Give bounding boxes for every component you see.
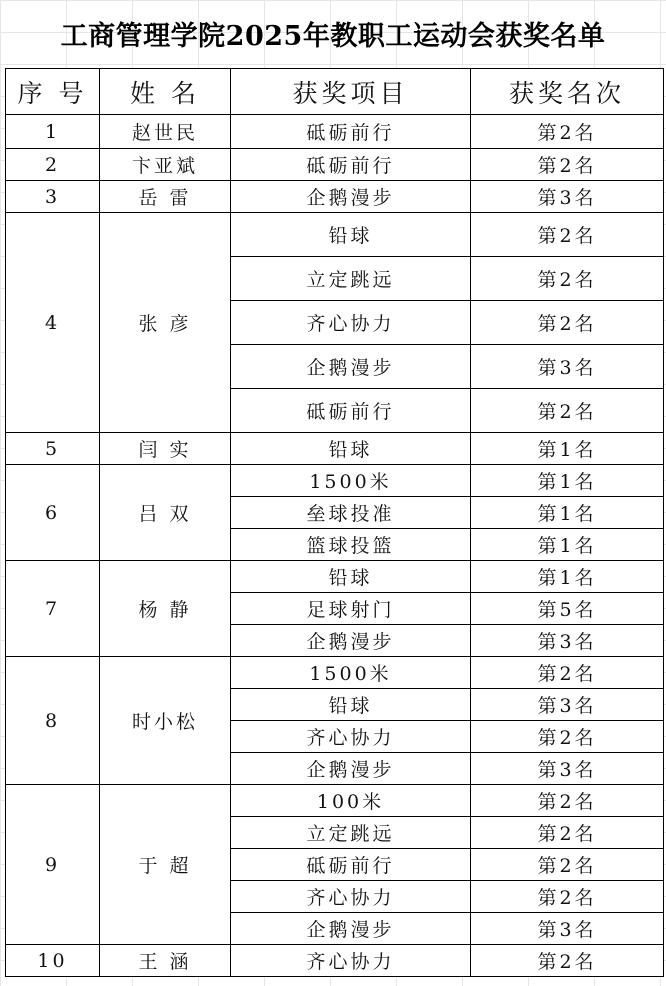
award-rank: 第2名 [471,849,664,881]
table-row [6,149,664,181]
table-row [6,433,664,465]
award-rank: 第5名 [471,593,664,625]
entry-name: 张 彦 [100,213,231,433]
table-row [6,785,664,817]
award-event: 砥砺前行 [231,389,471,433]
award-event: 1500米 [231,657,471,689]
award-rank: 第2名 [471,389,664,433]
entry-number: 9 [6,785,100,945]
award-event: 企鹅漫步 [231,625,471,657]
entry-number: 5 [6,433,100,465]
entry-name: 于 超 [100,785,231,945]
award-rank: 第3名 [471,689,664,721]
award-event: 企鹅漫步 [231,181,471,213]
award-rank: 第3名 [471,181,664,213]
award-rank: 第2名 [471,115,664,149]
award-event: 铅球 [231,213,471,257]
award-event: 100米 [231,785,471,817]
award-rank: 第2名 [471,301,664,345]
entry-name: 王 涵 [100,945,231,977]
award-rank: 第2名 [471,721,664,753]
header-number: 序 号 [6,69,100,115]
award-event: 砥砺前行 [231,849,471,881]
table-row [6,465,664,497]
award-event: 砥砺前行 [231,115,471,149]
entry-number: 7 [6,561,100,657]
award-event: 立定跳远 [231,817,471,849]
table-row [6,657,664,689]
table-row [6,115,664,149]
header-name: 姓 名 [100,69,231,115]
award-rank: 第2名 [471,213,664,257]
award-event: 齐心协力 [231,721,471,753]
entry-name: 吕 双 [100,465,231,561]
award-event: 齐心协力 [231,945,471,977]
award-event: 企鹅漫步 [231,753,471,785]
award-event: 齐心协力 [231,301,471,345]
table-row [6,181,664,213]
entry-name: 杨 静 [100,561,231,657]
award-event: 足球射门 [231,593,471,625]
award-rank: 第2名 [471,257,664,301]
award-event: 篮球投篮 [231,529,471,561]
award-rank: 第3名 [471,913,664,945]
header-event: 获奖项目 [231,69,471,115]
award-event: 企鹅漫步 [231,913,471,945]
award-event: 铅球 [231,561,471,593]
entry-number: 4 [6,213,100,433]
entry-number: 1 [6,115,100,149]
award-rank: 第2名 [471,881,664,913]
header-rank: 获奖名次 [471,69,664,115]
entry-name: 闫 实 [100,433,231,465]
award-event: 立定跳远 [231,257,471,301]
award-event: 企鹅漫步 [231,345,471,389]
award-event: 齐心协力 [231,881,471,913]
award-rank: 第2名 [471,817,664,849]
entry-name: 卞亚斌 [100,149,231,181]
award-event: 铅球 [231,433,471,465]
award-rank: 第3名 [471,753,664,785]
award-rank: 第2名 [471,149,664,181]
entry-name: 时小松 [100,657,231,785]
award-rank: 第2名 [471,945,664,977]
document-title: 工商管理学院2025年教职工运动会获奖名单 [60,21,606,52]
entry-name: 岳 雷 [100,181,231,213]
table-header [6,69,664,115]
award-rank: 第1名 [471,497,664,529]
award-event: 砥砺前行 [231,149,471,181]
award-rank: 第2名 [471,657,664,689]
award-event: 垒球投准 [231,497,471,529]
award-rank: 第1名 [471,529,664,561]
entry-number: 6 [6,465,100,561]
entry-number: 8 [6,657,100,785]
award-rank: 第1名 [471,465,664,497]
entry-number: 2 [6,149,100,181]
award-rank: 第3名 [471,345,664,389]
entry-number: 3 [6,181,100,213]
award-event: 1500米 [231,465,471,497]
award-table [5,68,664,977]
award-rank: 第1名 [471,433,664,465]
award-event: 铅球 [231,689,471,721]
award-rank: 第1名 [471,561,664,593]
header-row [6,69,664,115]
table-row [6,213,664,257]
entry-number: 10 [6,945,100,977]
table-row [6,561,664,593]
entry-name: 赵世民 [100,115,231,149]
table-body [6,115,664,977]
table-row [6,945,664,977]
award-rank: 第3名 [471,625,664,657]
award-rank: 第2名 [471,785,664,817]
